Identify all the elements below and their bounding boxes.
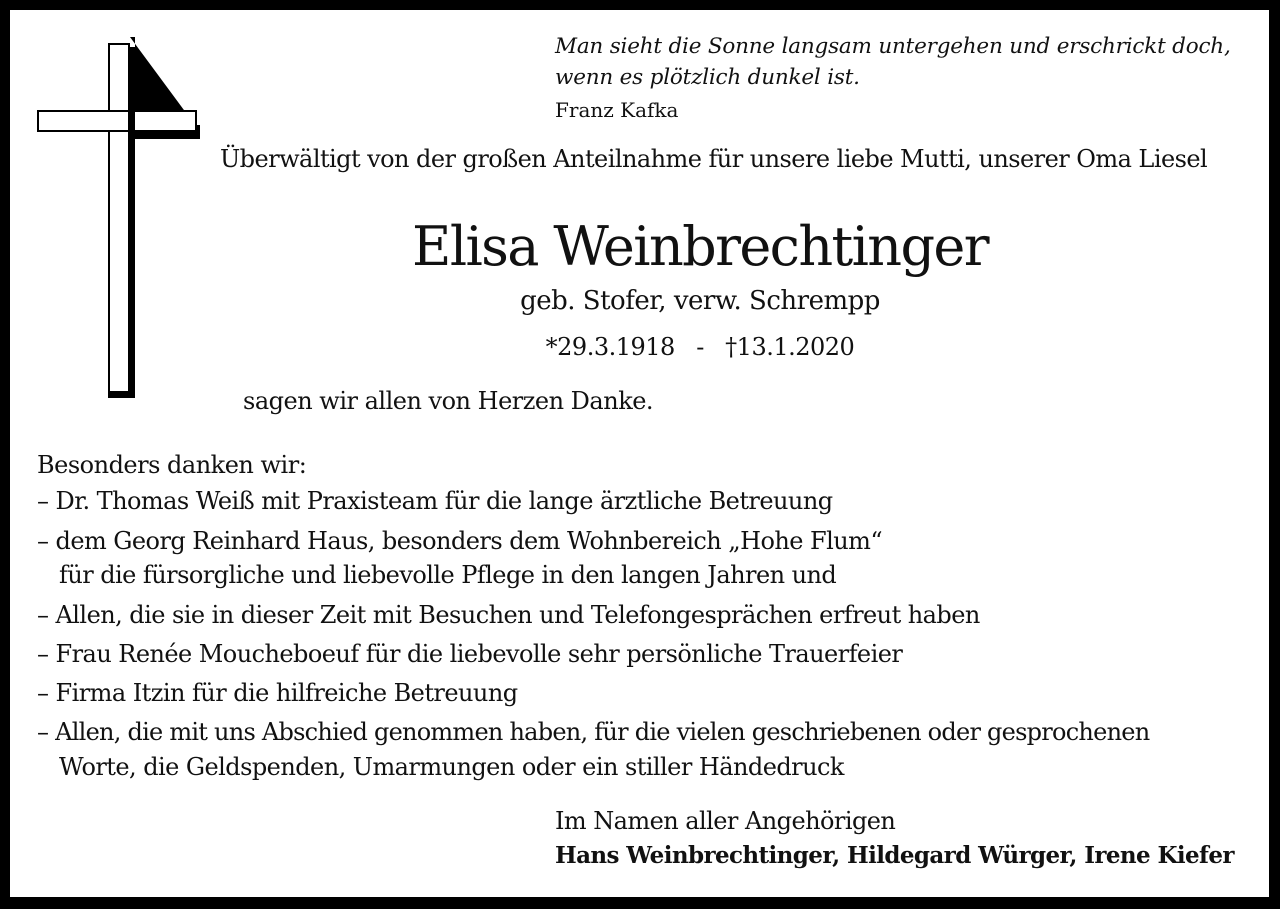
thanks-line: sagen wir allen von Herzen Danke. xyxy=(243,387,654,415)
list-item: – Allen, die mit uns Abschied genommen haben, für die vielen geschriebenen oder gesprochenen xyxy=(37,718,1150,746)
thanks-heading: Besonders danken wir: xyxy=(37,451,307,479)
list-item-continuation: für die fürsorgliche und liebevolle Pflege in den langen Jahren und xyxy=(59,561,837,589)
list-item-continuation: Worte, die Geldspenden, Umarmungen oder ein stiller Händedruck xyxy=(59,753,844,781)
list-item: – dem Georg Reinhard Haus, besonders dem Wohnbereich „Hohe Flum“ xyxy=(37,527,883,555)
intro-text: Überwältigt von der großen Anteilnahme für unsere liebe Mutti, unserer Oma Liesel xyxy=(220,145,1208,173)
quote-line: wenn es plötzlich dunkel ist. xyxy=(555,65,860,90)
signers: Hans Weinbrechtinger, Hildegard Würger, Irene Kiefer xyxy=(555,842,1234,869)
deceased-dates: *29.3.1918 - †13.1.2020 xyxy=(545,333,855,361)
closing-text: Im Namen aller Angehörigen xyxy=(555,807,896,835)
quote-author: Franz Kafka xyxy=(555,98,679,122)
list-item: – Frau Renée Moucheboeuf für die liebevolle sehr persönliche Trauerfeier xyxy=(37,640,903,668)
deceased-maiden-name: geb. Stofer, verw. Schrempp xyxy=(520,286,880,316)
list-item: – Firma Itzin für die hilfreiche Betreuung xyxy=(37,679,518,707)
obituary-card xyxy=(10,10,1269,897)
list-item: – Dr. Thomas Weiß mit Praxisteam für die lange ärztliche Betreuung xyxy=(37,487,833,515)
list-item: – Allen, die sie in dieser Zeit mit Besuchen und Telefongesprächen erfreut haben xyxy=(37,601,980,629)
quote-line: Man sieht die Sonne langsam untergehen und erschrickt doch, xyxy=(555,34,1231,59)
deceased-name: Elisa Weinbrechtinger xyxy=(412,215,988,278)
